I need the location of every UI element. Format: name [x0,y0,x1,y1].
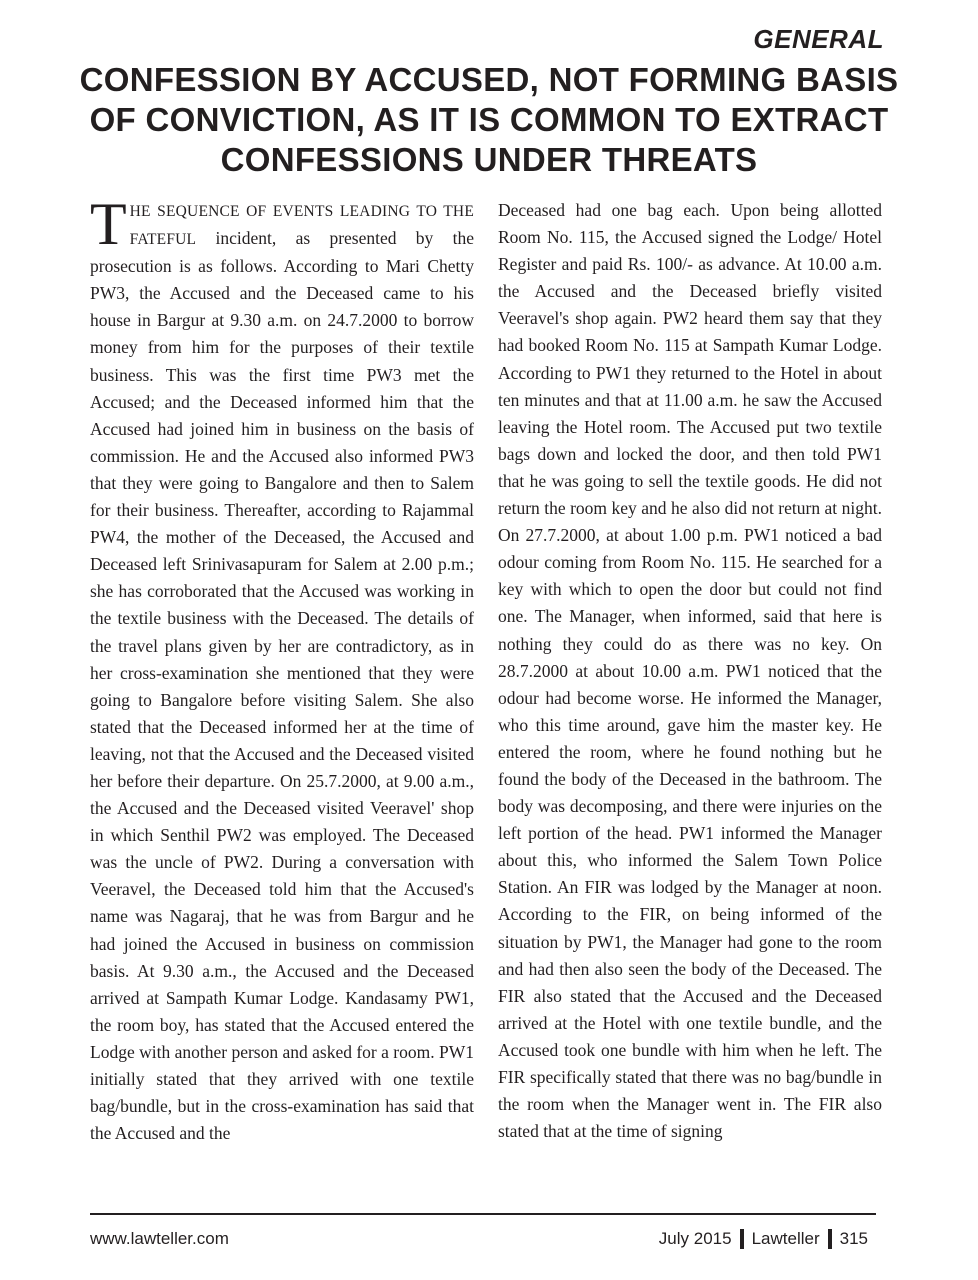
right-column-text: Deceased had one bag each. Upon being allotted Room No. 115, the Accused signed the Lodge/ Hotel Register and paid Rs. 100/- as advance. At 10.00 a.m. the Accused and the Deceased briefly visited Veeravel's shop again. PW2 heard them say that they had booked Room No. 115 at Sampath Kumar Lodge. According to PW1 they returned to the Hotel in about ten minutes and that at 11.00 a.m. he saw the Accused leaving the Hotel room. The Accused put two textile bags down and locked the door, and then told PW1 that he was going to sell the textile goods. He did not return the room key and he also did not return at night. On 27.7.2000, at about 1.00 p.m. PW1 noticed a bad odour coming from Room No. 115. He searched for a key with which to open the door but could not find one. The Manager, when informed, said that here is nothing they could do as there was no key. On 28.7.2000 at about 10.00 a.m. PW1 noticed that the odour had become worse. He informed the Manager, who this time around, gave him the master key. He entered the room, where he found nothing but he found the body of the Deceased in the bathroom. The body was decomposing, and there were injuries on the left portion of the head. PW1 informed the Manager about this, who informed the Salem Town Police Station. An FIR was lodged by the Manager at noon. According to the FIR, on being informed of the situation by PW1, the Manager had gone to the room and had then also seen the body of the Deceased. The FIR also stated that the Accused and the Deceased arrived at the Hotel with one textile bundle, and the Accused took one bundle with him when he left. The FIR specifically stated that there was no bag/bundle in the room when the Manager went in. The FIR also stated that at the time of signing [498,200,882,1142]
article-column-right [498,197,882,1209]
article-column-left [90,197,474,1209]
lead-in-caps: HE SEQUENCE OF EVENTS LEADING TO THE FATEFUL [129,203,474,249]
magazine-name: Lawteller [751,1229,820,1248]
folio-separator [828,1229,832,1249]
folio [659,1229,868,1249]
article-paragraph-left [90,197,474,1147]
section-label: GENERAL [753,24,884,54]
drop-cap: T [90,197,127,257]
left-column-text: incident, as presented by the prosecution is as follows. According to Mari Chetty PW3, the Accused and the Deceased came to his house in Bargur at 9.30 a.m. on 24.7.2000 to borrow money from him for the purposes of their textile business. This was the first time PW3 met the Accused; and the Deceased informed him that the Accused had joined him in business on the basis of commission. He and the Accused also informed PW3 that they were going to Bangalore and then to Salem for their business. Thereafter, according to Rajammal PW4, the mother of the Deceased, the Accused and Deceased left Srinivasapuram for Salem at 2.00 p.m.; she has corroborated that the Accused was working in the textile business with the Deceased. The details of the travel plans given by her are contradictory, as in her cross-examination she mentioned that they were going to Bangalore before visiting Salem. She also stated that the Deceased informed her at the time of leaving, not that the Accused and the Deceased visited her before their departure. On 25.7.2000, at 9.00 a.m., the Accused and the Deceased visited Veeravel' shop in which Senthil PW2 was employed. The Deceased was the uncle of PW2. During a conversation with Veeravel, the Deceased told him that the Accused's name was Nagaraj, that he was from Bargur and he had joined the Accused in business on commission basis. At 9.30 a.m., the Accused and the Deceased arrived at Sampath Kumar Lodge. Kandasamy PW1, the room boy, has stated that the Accused entered the Lodge with another person and asked for a room. PW1 initially stated that they arrived with one textile bag/bundle, but in the cross-examination has said that the Accused and the [90,228,474,1144]
footer-divider [90,1213,876,1215]
website-link[interactable]: www.lawteller.com [90,1229,229,1248]
page-number: 315 [839,1229,868,1248]
folio-separator [740,1229,744,1249]
article-headline: CONFESSION BY ACCUSED, NOT FORMING BASIS OF CONVICTION, AS IT IS COMMON TO EXTRACT CONFESSIONS UNDER THREATS [79,61,899,178]
issue-date: July 2015 [658,1229,732,1248]
